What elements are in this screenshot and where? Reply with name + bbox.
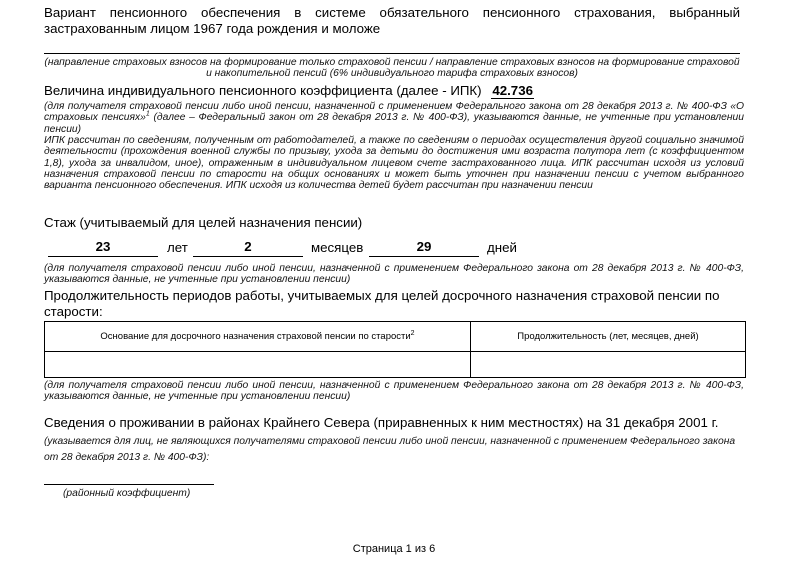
coef-caption: (районный коэффициент) bbox=[63, 488, 191, 499]
ipk-value: 42.736 bbox=[492, 83, 533, 98]
north-label: Сведения о проживании в районах Крайнего Севера (приравненных к ним местностях) на 31 декабря 2001 г. bbox=[44, 415, 719, 430]
days-line bbox=[369, 256, 479, 257]
ipk-note-footnote: 1 bbox=[145, 110, 150, 118]
months-label: месяцев bbox=[311, 240, 364, 255]
early-periods-label: Продолжительность периодов работы, учитываемых для целей досрочного назначения страховой пенсии по старости: bbox=[44, 288, 720, 319]
days-label: дней bbox=[487, 240, 517, 255]
ipk-label: Величина индивидуального пенсионного коэффициента (далее - ИПК) bbox=[44, 83, 482, 98]
days-value: 29 bbox=[416, 239, 432, 254]
option-heading: Вариант пенсионного обеспечения в системе обязательного пенсионного страхования, выбранный застрахованным лицом 1967 года рождения и моложе bbox=[44, 5, 740, 36]
years-line bbox=[48, 256, 158, 257]
option-note: (направление страховых взносов на формирование только страховой пенсии / направление страховых взносов на формирование страховой и накопительной пенсий (6% индивидуального тарифа страховых взносов) bbox=[44, 57, 740, 80]
basis-footnote: 2 bbox=[410, 329, 415, 337]
early-periods-note: (для получателя страховой пенсии либо иной пенсии, назначенной с применением Федерального закона от 28 декабря 2013 г. № 400-ФЗ, указываются данные, не учтенные при установлении пенсии) bbox=[44, 380, 744, 403]
years-label: лет bbox=[167, 240, 188, 255]
years-value: 23 bbox=[95, 239, 111, 254]
ipk-explanation: ИПК рассчитан по сведениям, полученным от работодателей, а также по сведениям о периодах осуществления другой социально значимой деятельности (прохождения военной службы по призыву, ухода за детьми до достижения ими возраста полутора лет (с коэффициентом 1,8), ухода за инвалидом, иное), отраженным в индивидуальном лицевом счете застрахованного лица. ИПК рассчитан исходя из условий назначения страховой пенсии по старости на общих основаниях и может быть уточнен при назначении пенсии с учетом выбранного варианта пенсионного обеспечения. ИПК исходя из количества детей будет рассчитан при назначении пенсии bbox=[44, 135, 744, 192]
early-periods-duration-cell bbox=[471, 352, 746, 378]
early-periods-table bbox=[44, 321, 746, 378]
early-periods-header-duration: Продолжительность (лет, месяцев, дней) bbox=[471, 322, 746, 352]
ipk-note-text-2: (далее – Федеральный закон от 28 декабря 2013 г. № 400-ФЗ), указываются данные, не учтенные при установлении пенсии) bbox=[44, 112, 745, 135]
option-line bbox=[44, 53, 740, 54]
ipk-note bbox=[44, 101, 744, 135]
coef-line bbox=[44, 484, 214, 485]
early-periods-header-basis: Основание для досрочного назначения страховой пенсии по старости$^2$ bbox=[45, 322, 471, 352]
early-periods-basis-cell bbox=[45, 352, 471, 378]
experience-note: (для получателя страховой пенсии либо иной пенсии, назначенной с применением Федерального закона от 28 декабря 2013 г. № 400-ФЗ, указываются данные, не учтенные при установлении пенсии) bbox=[44, 263, 744, 286]
north-note: (указывается для лиц, не являющихся получателями страховой пенсии либо иной пенсии, назначенной с применением Федерального закона от 28 декабря 2013 г. № 400-ФЗ): bbox=[44, 436, 736, 463]
months-line bbox=[193, 256, 303, 257]
months-value: 2 bbox=[244, 239, 252, 254]
experience-label: Стаж (учитываемый для целей назначения пенсии) bbox=[44, 215, 363, 230]
ipk-row bbox=[44, 83, 744, 99]
page-number: Страница 1 из 6 bbox=[352, 543, 436, 555]
ipk-note-text: (для получателя страховой пенсии либо иной пенсии, назначенной с применением Федерального закона от 28 декабря 2013 г. № 400-ФЗ «О страховых пенсиях» bbox=[44, 101, 744, 124]
